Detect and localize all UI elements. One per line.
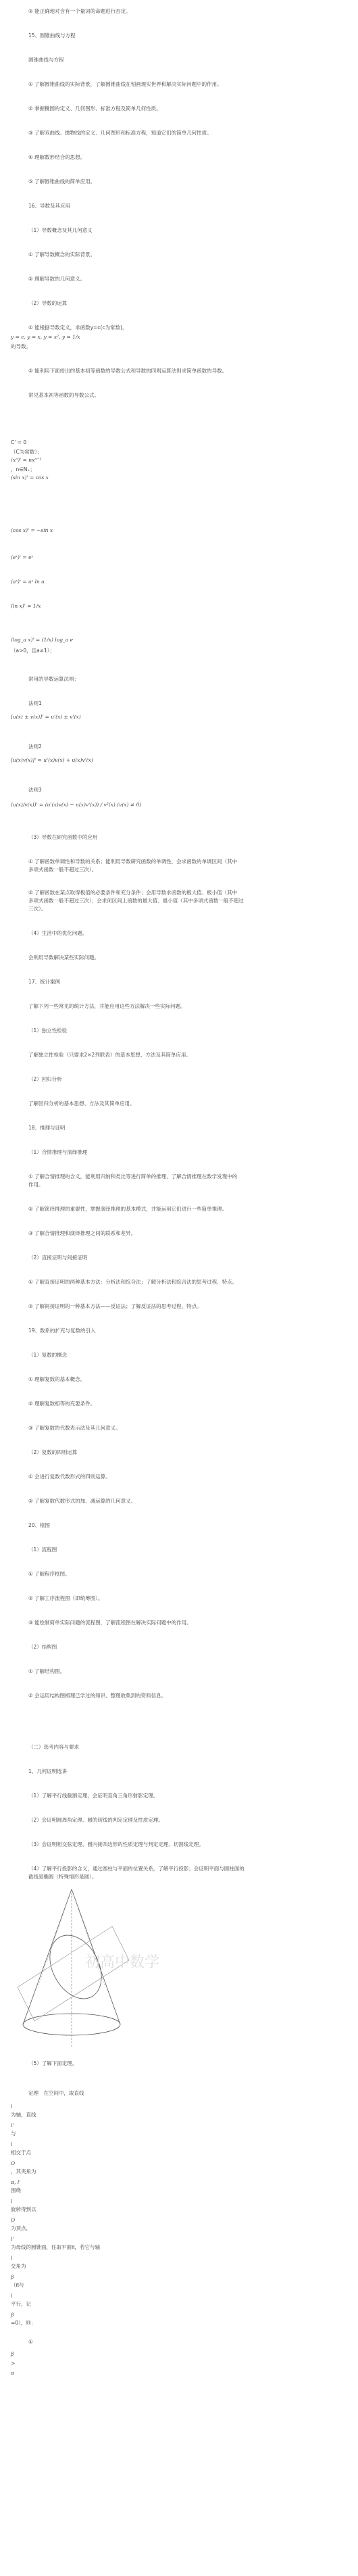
text-line: ② 能正确地对含有一个量词的命题进行否定。 (28, 8, 131, 14)
text-line: （C为常数）； (11, 449, 43, 455)
text-line: ① 了解结构图。 (28, 1668, 66, 1674)
text-line: （1）导数概念及其几何意义 (28, 227, 93, 233)
text-line: （3）导数在研究函数中的应用 (28, 834, 98, 840)
text-line: 法则2 (28, 744, 42, 750)
text-line: ③ 能绘制简单实际问题的流程图，了解流程图在解决实际问题中的作用。 (28, 1620, 192, 1626)
text-line: (eˣ)' = eˣ (11, 554, 34, 560)
text-line: ② 能利用下面给出的基本初等函数的导数公式和导数的四则运算法则求简单函数的导数。 (28, 368, 228, 374)
cone-plane-diagram (11, 1886, 160, 2055)
text-line: （2）直接证明与间接证明 (28, 1255, 88, 1261)
text-line: [u(x) ± v(x)]' = u'(x) ± v'(x) (11, 714, 81, 720)
text-line: （2）导数的运算 (28, 300, 68, 306)
text-line: ③ 了解合情推理和演绎推理之间的联系和差异。 (28, 1230, 136, 1236)
text-line: 旋转得到以 (11, 2206, 36, 2212)
text-line: 17、统计案例 (28, 979, 61, 985)
text-line: （1）流程图 (28, 1547, 57, 1553)
text-line: ② 理解导数的几何意义。 (28, 276, 86, 282)
text-line: 相交于点 (11, 2149, 31, 2156)
text-line: ② 会运用结构图梳理已学过的知识、整理收集到的资料信息。 (28, 1693, 167, 1699)
text-line: C' = 0 (11, 439, 27, 445)
text-line: 围绕 (11, 2187, 21, 2193)
text-line: ③ 了解双曲线、抛物线的定义、几何图形和标准方程，知道它们的简单几何性质。 (28, 130, 212, 136)
text-line: 截线是椭圆（特殊情形是圆）。 (28, 1874, 97, 1880)
text-line: ② 了解演绎推理的重要性，掌握演绎推理的基本模式，并能运用它们进行一些简单推理。 (28, 1206, 228, 1212)
text-line: 了解下列一些常见的统计方法，并能应用这些方法解决一些实际问题。 (28, 1003, 186, 1009)
text-line: ① (28, 2339, 33, 2345)
text-line: (aˣ)' = aˣ ln a (11, 579, 45, 585)
text-line: ④ 理解数形结合的思想。 (28, 154, 86, 160)
text-line: ⑤ 了解圆锥曲线的简单应用。 (28, 178, 96, 185)
text-line: 与 (11, 2131, 16, 2137)
text-line: l' (11, 2122, 14, 2129)
text-line: 多项式函数一般不超过三次）。 (28, 867, 97, 873)
text-line: 法则1 (28, 700, 42, 706)
text-line: =0），则： (11, 2320, 36, 2326)
text-line: α (11, 2370, 15, 2376)
text-line: 多项式函数一般不超过三次）；会求闭区间上函数的最大值、最小值（其中多项式函数一般不超过 (28, 898, 244, 904)
text-line: （4）生活中的优化问题。 (28, 930, 88, 936)
text-line: l (11, 2141, 13, 2147)
text-line: ② 了解工序流程图（即统筹图）。 (28, 1595, 103, 1601)
text-line: ② 了解函数在某点取得极值的必要条件和充分条件；会用导数求函数的极大值、极小值（其中 (28, 890, 238, 896)
text-line: 为轴，直线 (11, 2112, 36, 2118)
text-line: 20、框图 (28, 1522, 51, 1528)
text-line: （π与 (11, 2282, 24, 2288)
text-line: 的导数。 (11, 343, 31, 349)
text-line: (xⁿ)' = nxⁿ⁻¹ (11, 457, 42, 463)
text-line: 1、几何证明选讲 (28, 1768, 68, 1774)
text-line: ① 了解直接证明的两种基本方法：分析法和综合法；了解分析法和综合法的思考过程、特点。 (28, 1279, 238, 1285)
text-line: β (11, 2351, 14, 2357)
text-line: 19、数系的扩充与复数的引入 (28, 1328, 96, 1334)
text-line: l (11, 2255, 13, 2261)
text-line: （3）会证明相交弦定理、圆内接四边形的性质定理与判定定理、切割线定理。 (28, 1841, 204, 1847)
text-line: ① 了解程序框图。 (28, 1571, 70, 1577)
text-line: 为母线的圆锥面，任取平面π，若它与轴 (11, 2244, 101, 2250)
text-line: α, l' (11, 2179, 21, 2185)
text-line: （1）复数的概念 (28, 1352, 68, 1358)
text-line: 18、推理与证明 (28, 1125, 66, 1131)
text-line: （4）了解平行投影的含义，通过圆柱与平面的位置关系，了解平行投影；会证明平面与圆柱面的 (28, 1866, 245, 1872)
text-line: l (11, 2198, 13, 2204)
text-line: （a>0，且a≠1）； (11, 648, 55, 654)
text-line: β (11, 2312, 14, 2318)
text-line: （二）选考内容与要求 (28, 1744, 79, 1750)
text-line: （1）独立性检验 (28, 1027, 68, 1034)
text-line: 15、圆锥曲线与方程 (28, 32, 76, 39)
text-line: （2）回归分析 (28, 1076, 62, 1082)
text-line: ③ 了解复数的代数表示法及其几何意义。 (28, 1425, 121, 1431)
text-line: y = c, y = x, y = x², y = 1/x (11, 334, 80, 340)
text-line: l (11, 2293, 13, 2299)
text-line: 常见基本初等函数的导数公式。 (28, 392, 99, 398)
text-line: (log_a x)' = (1/x) log_a e (11, 637, 74, 643)
text-line: ① 了解合情推理的含义，能利用归纳和类比等进行简单的推理，了解合情推理在数学发现中的 (28, 1173, 238, 1180)
text-line: O (11, 2217, 16, 2223)
text-line: （1）了解平行线截割定理，会证明直角三角形射影定理。 (28, 1793, 159, 1799)
text-line: ① 了解函数单调性和导数的关系；能利用导数研究函数的单调性，会求函数的单调区间（其中 (28, 858, 238, 865)
text-line: 圆锥曲线与方程 (28, 57, 64, 63)
text-line: ② 掌握椭圆的定义、几何图形、标准方程及简单几何性质。 (28, 105, 161, 112)
text-line: 了解独立性检验（只要求2×2列联表）的基本思想、方法及其简单应用。 (28, 1052, 191, 1058)
text-line: 平行，记 (11, 2301, 31, 2307)
text-line: （1）合情推理与演绎推理 (28, 1149, 88, 1155)
text-line: O (11, 2160, 16, 2166)
text-line: 三次）。 (28, 906, 47, 912)
text-line: 为顶点， (11, 2225, 31, 2231)
text-line: (u(x)/v(x))' = (u'(x)v(x) − u(x)v'(x)) / v²(x) (v(x) ≠ 0) (11, 802, 142, 808)
text-line: ① 会进行复数代数形式的四则运算。 (28, 1474, 111, 1480)
text-line: (ln x)' = 1/x (11, 603, 41, 609)
text-line: (sin x)' = cos x (11, 475, 49, 481)
text-line: (cos x)' = −sin x (11, 527, 53, 533)
text-line: ，其夹角为 (11, 2168, 36, 2174)
text-line: 作用。 (28, 1182, 44, 1188)
text-line: 交角为 (11, 2263, 26, 2269)
text-line: （2）结构图 (28, 1644, 57, 1650)
text-line: β (11, 2274, 14, 2280)
text-line: 定理 在空间中，取直线 (28, 2090, 84, 2096)
text-line: 会利用导数解决某些实际问题。 (28, 954, 99, 961)
text-line: 常用的导数运算法则： (28, 676, 79, 682)
text-line: ① 了解圆锥曲线的实际背景，了解圆锥曲线在刻画现实世界和解决实际问题中的作用。 (28, 81, 222, 87)
text-line: l' (11, 2236, 14, 2242)
text-line: ① 理解复数的基本概念。 (28, 1376, 86, 1382)
text-line: （2）会证明圆周角定理、圆的切线的判定定理及性质定理。 (28, 1817, 163, 1823)
text-line: （5）了解下面定理。 (28, 2060, 78, 2066)
text-line: > (11, 2360, 16, 2366)
text-line: ② 了解间接证明的一种基本方法——反证法；了解反证法的思考过程、特点。 (28, 1303, 202, 1309)
text-line: ② 理解复数相等的充要条件。 (28, 1401, 96, 1407)
watermark: 初高中数学 (85, 1954, 160, 1971)
text-line: （2）复数的四则运算 (28, 1449, 78, 1455)
text-line: ，n∈N₊； (11, 466, 35, 472)
text-line: l (11, 2104, 13, 2110)
text-line: 了解回归分析的基本思想、方法及其简单应用。 (28, 1100, 135, 1107)
text-line: ② 了解复数代数形式的加、减运算的几何意义。 (28, 1498, 136, 1504)
text-line: ① 能根据导数定义，求函数y=c(c为常数)， (28, 324, 128, 331)
text-line: 16、导数及其应用 (28, 203, 71, 209)
text-line: 法则3 (28, 787, 42, 793)
text-line: ① 了解导数概念的实际背景。 (28, 251, 96, 258)
text-line: [u(x)v(x)]' = u'(x)v(x) + u(x)v'(x) (11, 757, 93, 763)
